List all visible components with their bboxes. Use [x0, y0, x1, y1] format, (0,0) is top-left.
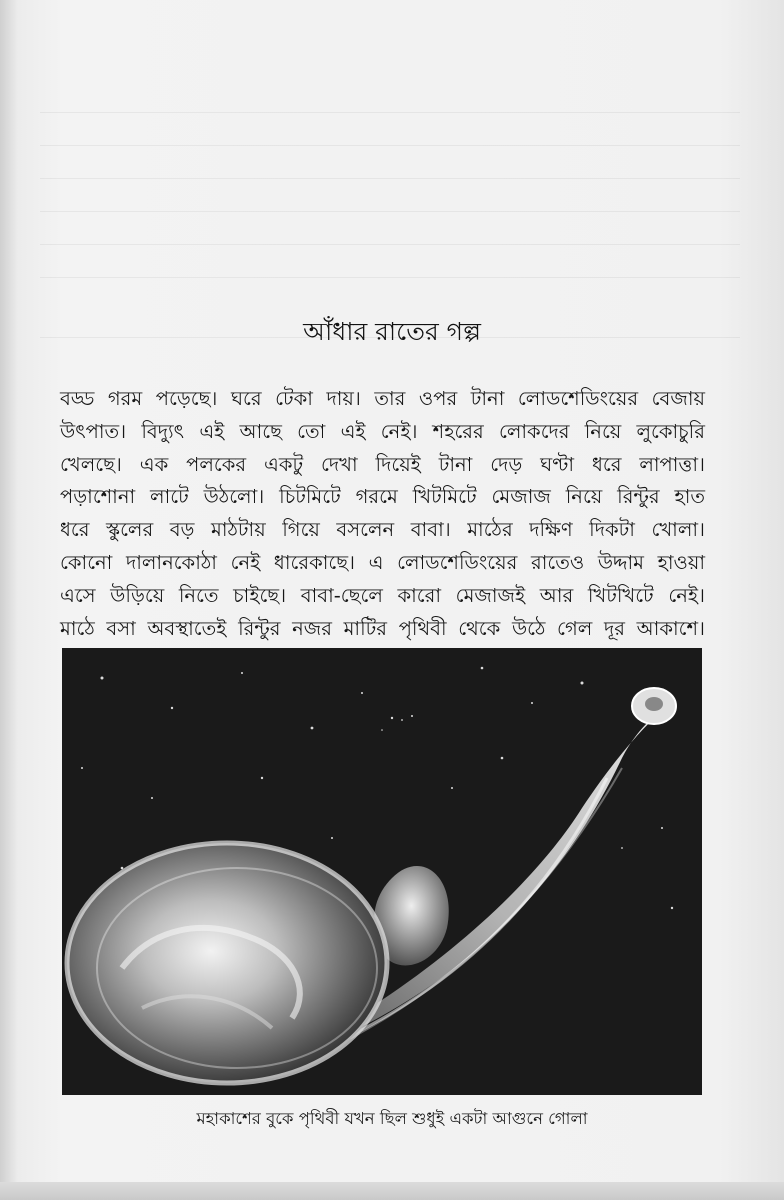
- illustration-fiery-earth: [62, 648, 702, 1095]
- paragraph-line: মাঠে বসা অবস্থাতেই রিন্টুর নজর মাটির পৃথিবী থেকে উঠে গেল দূর আকাশে।: [60, 616, 705, 640]
- story-paragraph: [60, 383, 705, 645]
- paragraph-line: বড্ড গরম পড়েছে। ঘরে টেকা দায়। তার ওপর টানা লোডশেডিংয়ের বেজায়: [60, 387, 705, 410]
- chapter-title: আঁধার রাতের গল্প: [303, 317, 481, 346]
- paragraph-line: খেলছে। এক পলকের একটু দেখা দিয়েই টানা দেড় ঘণ্টা ধরে লাপাত্তা।: [60, 452, 705, 476]
- paragraph-line: ধরে স্কুলের বড় মাঠটায় গিয়ে বসলেন বাবা। মাঠের দক্ষিণ দিকটা খোলা।: [60, 518, 705, 542]
- paragraph-line: পড়াশোনা লাটে উঠলো। চিটমিটে গরমে খিটমিটে মেজাজ নিয়ে রিন্টুর হাত: [60, 485, 705, 509]
- figure-caption: মহাকাশের বুকে পৃথিবী যখন ছিল শুধুই একটা আগুনে গোলা: [196, 1109, 588, 1128]
- space-illustration: [62, 648, 702, 1095]
- paragraph-line: উৎপাত। বিদ্যুৎ এই আছে তো এই নেই। শহরের লোকদের নিয়ে লুকোচুরি: [60, 419, 705, 443]
- page-bottom-edge: [0, 1182, 784, 1200]
- paragraph-line: কোনো দালানকোঠা নেই ধারেকাছে। এ লোডশেডিংয়ের রাতেও উদ্দাম হাওয়া: [60, 550, 705, 574]
- paragraph-line: এসে উড়িয়ে নিতে চাইছে। বাবা-ছেলে কারো মেজাজই আর খিটখিটে নেই।: [60, 583, 705, 607]
